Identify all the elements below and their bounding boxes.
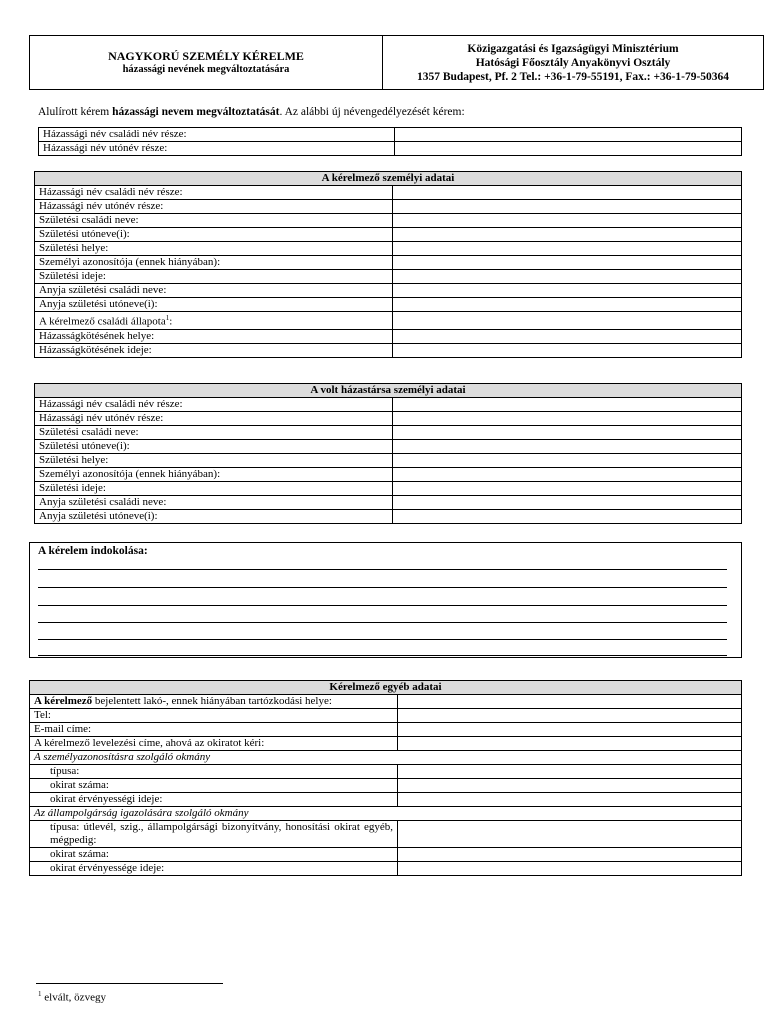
input-cell[interactable] (392, 242, 741, 256)
input-cell[interactable] (392, 426, 741, 440)
table-row (35, 343, 742, 357)
row-label: Születési utóneve(i): (35, 228, 393, 242)
table-row (30, 779, 742, 793)
row-label: Személyi azonosítója (ennek hiányában): (35, 256, 393, 270)
row-label: Tel: (30, 709, 398, 723)
subsection-title: A személyazonosításra szolgáló okmány (30, 751, 742, 765)
writing-line (38, 605, 727, 606)
row-label-marital-status: A kérelmező családi állapota$^1$: (35, 312, 393, 330)
table-row (30, 793, 742, 807)
ministry-name: Közigazgatási és Igazságügyi Minisztérium (467, 42, 679, 55)
input-cell[interactable] (398, 779, 742, 793)
writing-line (38, 639, 727, 640)
input-cell[interactable] (398, 793, 742, 807)
reason-title: A kérelem indokolása: (38, 545, 148, 557)
footnote (38, 990, 106, 1004)
row-label: okirat száma: (30, 779, 398, 793)
input-cell[interactable] (392, 186, 741, 200)
input-cell[interactable] (398, 695, 742, 709)
table-row (35, 256, 742, 270)
table-row (30, 807, 742, 821)
row-label: Születési ideje: (35, 482, 393, 496)
table-row (35, 412, 742, 426)
input-cell[interactable] (392, 298, 741, 312)
subsection-title: Az állampolgárság igazolására szolgáló okmány (30, 807, 742, 821)
footnote-number: 1 (38, 990, 42, 998)
row-label: Születési ideje: (35, 270, 393, 284)
row-label: Házassági név utónév része: (35, 200, 393, 214)
table-row (30, 765, 742, 779)
row-label: Házassági név családi név része: (39, 128, 395, 142)
input-cell[interactable] (398, 848, 742, 862)
row-label-text: A kérelmező családi állapota (39, 315, 166, 328)
input-cell[interactable] (392, 329, 741, 343)
input-cell[interactable] (394, 128, 741, 142)
table-row (35, 329, 742, 343)
writing-line (38, 655, 727, 656)
input-cell[interactable] (398, 723, 742, 737)
table-row (35, 398, 742, 412)
table-row (35, 200, 742, 214)
input-cell[interactable] (392, 343, 741, 357)
table-row (35, 454, 742, 468)
spouse-table (34, 383, 742, 524)
section-header (35, 172, 742, 186)
table-row (30, 848, 742, 862)
table-row (35, 270, 742, 284)
table-row (35, 510, 742, 524)
table-row (30, 709, 742, 723)
form-title: NAGYKORÚ SZEMÉLY KÉRELME (108, 49, 304, 63)
row-label: Anyja születési utóneve(i): (35, 510, 393, 524)
address-label (30, 695, 398, 709)
input-cell[interactable] (392, 412, 741, 426)
writing-line (38, 622, 727, 623)
input-cell[interactable] (398, 821, 742, 848)
table-row (39, 128, 742, 142)
row-label: Születési családi neve: (35, 426, 393, 440)
input-cell[interactable] (392, 510, 741, 524)
input-cell[interactable] (392, 440, 741, 454)
header-box (29, 35, 764, 90)
reason-box[interactable] (29, 542, 742, 658)
authority-block (383, 36, 763, 89)
table-row (35, 214, 742, 228)
row-label: Születési utóneve(i): (35, 440, 393, 454)
input-cell[interactable] (392, 200, 741, 214)
row-label: Személyi azonosítója (ennek hiányában): (35, 468, 393, 482)
form-subtitle: házassági nevének megváltoztatására (122, 64, 290, 75)
table-row (30, 695, 742, 709)
row-label: okirat száma: (30, 848, 398, 862)
row-label: Születési helye: (35, 242, 393, 256)
table-row (35, 440, 742, 454)
table-row (35, 242, 742, 256)
input-cell[interactable] (394, 142, 741, 156)
new-name-table (38, 127, 742, 156)
table-row (35, 482, 742, 496)
form-title-block (30, 36, 383, 89)
table-row (30, 737, 742, 751)
input-cell[interactable] (398, 709, 742, 723)
section-title: A volt házastársa személyi adatai (35, 384, 742, 398)
input-cell[interactable] (392, 270, 741, 284)
input-cell[interactable] (392, 482, 741, 496)
table-row (35, 228, 742, 242)
applicant-table (34, 171, 742, 358)
footnote-ref: 1 (165, 314, 170, 322)
section-title: A kérelmező személyi adatai (35, 172, 742, 186)
row-label: Házassági név családi név része: (35, 398, 393, 412)
intro-text (38, 106, 465, 118)
input-cell[interactable] (398, 862, 742, 876)
input-cell[interactable] (392, 256, 741, 270)
section-title: Kérelmező egyéb adatai (30, 681, 742, 695)
row-label: Házassági név utónév része: (39, 142, 395, 156)
intro-prefix: Alulírott kérem (38, 106, 113, 118)
table-row (35, 468, 742, 482)
row-label: Anyja születési családi neve: (35, 496, 393, 510)
row-label: Anyja születési családi neve: (35, 284, 393, 298)
section-header (35, 384, 742, 398)
table-row (35, 312, 742, 330)
input-cell[interactable] (392, 312, 741, 330)
table-row (30, 821, 742, 848)
row-label: Anyja születési utóneve(i): (35, 298, 393, 312)
table-row (35, 298, 742, 312)
input-cell[interactable] (392, 228, 741, 242)
row-label: okirat érvényessége ideje: (30, 862, 398, 876)
input-cell[interactable] (398, 737, 742, 751)
department-name: Hatósági Főosztály Anyakönyvi Osztály (475, 56, 671, 69)
row-label: E-mail címe: (30, 723, 398, 737)
writing-line (38, 587, 727, 588)
row-label: Házassági név utónév része: (35, 412, 393, 426)
table-row (35, 186, 742, 200)
row-label: Házasságkötésének helye: (35, 329, 393, 343)
input-cell[interactable] (392, 454, 741, 468)
other-data-table (29, 680, 742, 876)
footnote-separator (36, 983, 223, 984)
table-row (30, 751, 742, 765)
row-label: A kérelmező levelezési címe, ahová az okiratot kéri: (30, 737, 398, 751)
address-label-rest: bejelentett lakó-, ennek hiányában tartózkodási helye: (92, 695, 332, 707)
input-cell[interactable] (392, 284, 741, 298)
input-cell[interactable] (398, 765, 742, 779)
writing-line (38, 569, 727, 570)
table-row (39, 142, 742, 156)
table-row (30, 862, 742, 876)
table-row (30, 723, 742, 737)
row-label: Házasságkötésének ideje: (35, 343, 393, 357)
row-label: Születési családi neve: (35, 214, 393, 228)
input-cell[interactable] (392, 398, 741, 412)
footnote-text: elvált, özvegy (41, 991, 106, 1004)
section-header (30, 681, 742, 695)
input-cell[interactable] (392, 468, 741, 482)
input-cell[interactable] (392, 214, 741, 228)
row-label: típusa: útlevél, szig., állampolgársági bizonyítvány, honosítási okirat egyéb, mégpedig: (30, 821, 398, 848)
row-label: Házassági név családi név része: (35, 186, 393, 200)
table-row (35, 426, 742, 440)
intro-bold: házassági nevem megváltoztatását (112, 106, 280, 118)
authority-address: 1357 Budapest, Pf. 2 Tel.: +36-1-79-55191, Fax.: +36-1-79-50364 (416, 70, 730, 83)
table-row (35, 284, 742, 298)
row-label: típusa: (30, 765, 398, 779)
row-label: Születési helye: (35, 454, 393, 468)
table-row (35, 496, 742, 510)
input-cell[interactable] (392, 496, 741, 510)
address-label-bold: A kérelmező (34, 695, 93, 707)
intro-suffix: . Az alábbi új névengedélyezését kérem: (279, 106, 465, 118)
row-label: okirat érvényességi ideje: (30, 793, 398, 807)
